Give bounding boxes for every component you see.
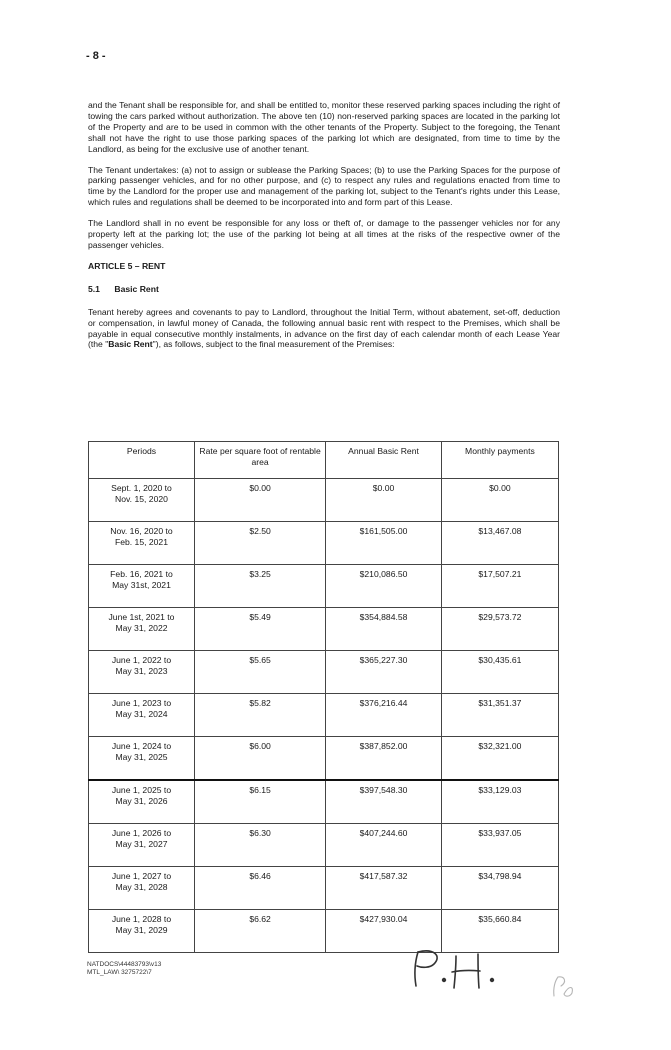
table-row [89,824,559,867]
table-row [89,780,559,824]
annual-cell: $354,884.58 [326,608,442,651]
rate-cell: $6.00 [194,737,325,781]
rate-cell: $6.30 [194,824,325,867]
table-row [89,608,559,651]
annual-cell: $427,930.04 [326,910,442,953]
table-row [89,867,559,910]
rate-cell: $2.50 [194,522,325,565]
table-header-row [89,442,559,479]
handwritten-initials [408,946,518,997]
annual-cell: $376,216.44 [326,694,442,737]
monthly-cell: $13,467.08 [441,522,558,565]
table-row [89,522,559,565]
rate-cell: $3.25 [194,565,325,608]
document-footer [87,961,161,977]
rate-cell: $6.62 [194,910,325,953]
period-cell: Sept. 1, 2020 to Nov. 15, 2020 [89,479,195,522]
page-number: - 8 - [86,50,106,62]
basic-rent-table [88,441,559,953]
table-row [89,651,559,694]
defined-term-basic-rent: Basic Rent [108,339,153,350]
article-heading: ARTICLE 5 – RENT [88,260,166,271]
monthly-cell: $30,435.61 [441,651,558,694]
rate-cell: $6.46 [194,867,325,910]
period-cell: Nov. 16, 2020 to Feb. 15, 2021 [89,522,195,565]
rate-cell: $5.49 [194,608,325,651]
header-annual: Annual Basic Rent [326,442,442,479]
header-rate: Rate per square foot of rentable area [194,442,325,479]
monthly-cell: $34,798.94 [441,867,558,910]
parking-paragraph-1: and the Tenant shall be responsible for, and shall be entitled to, monitor these reserved parking spaces including the right of towing the cars parked without authorization. The above ten (10) non-reserved parking spaces are located in the parking lot of the Property and are to be used in common with the other tenants of the Property. Subject to the foregoing, the Tenant shall not have the right to use those parking spaces of the parking lot which are designated, from time to time by the Landlord, as being for the exclusive use of another tenant. [88,100,560,154]
parking-paragraph-2: The Tenant undertakes: (a) not to assign or sublease the Parking Spaces; (b) to use the Parking Spaces for the purpose of parking passenger vehicles, and for no other purpose, and (c) to respect any rules and regulations enacted from time to time by the Landlord for the proper use and management of the parking lot, subject to the Tenant's rights under this Lease, which rules and regulations shall be deemed to be incorporated into and form part of this Lease. [88,164,560,208]
faint-initials-icon [548,972,578,1002]
period-cell: June 1, 2022 to May 31, 2023 [89,651,195,694]
rate-cell: $0.00 [194,479,325,522]
table-row [89,737,559,781]
rent-text-before: Tenant hereby agrees and covenants to pay to Landlord, throughout the Initial Term, without abatement, set-off, deduction or compensation, in lawful money of Canada, the following annual basic rent with respect to the Premises, which shall be payable in equal consecutive monthly instalments, in advance on the first day of each calendar month of each Lease Year (the " [88,306,560,350]
monthly-cell: $29,573.72 [441,608,558,651]
annual-cell: $0.00 [326,479,442,522]
annual-cell: $161,505.00 [326,522,442,565]
table-row [89,694,559,737]
basic-rent-paragraph [88,307,560,351]
initials-stamp [548,972,578,1007]
rate-cell: $5.82 [194,694,325,737]
rate-cell: $6.15 [194,780,325,824]
table-row [89,565,559,608]
footer-doc-id: NATDOCS\44483793\v13 [87,961,162,968]
footer-law-id: MTL_LAW\ 3275722\7 [87,969,152,976]
annual-cell: $365,227.30 [326,651,442,694]
monthly-cell: $17,507.21 [441,565,558,608]
table-row [89,479,559,522]
annual-cell: $417,587.32 [326,867,442,910]
header-periods: Periods [89,442,195,479]
monthly-cell: $0.00 [441,479,558,522]
monthly-cell: $33,129.03 [441,780,558,824]
header-monthly: Monthly payments [441,442,558,479]
section-heading [88,284,560,295]
rate-cell: $5.65 [194,651,325,694]
section-number: 5.1 [88,283,100,294]
period-cell: Feb. 16, 2021 to May 31st, 2021 [89,565,195,608]
monthly-cell: $33,937.05 [441,824,558,867]
annual-cell: $387,852.00 [326,737,442,781]
section-title: Basic Rent [114,283,159,294]
monthly-cell: $32,321.00 [441,737,558,781]
monthly-cell: $35,660.84 [441,910,558,953]
period-cell: June 1, 2026 to May 31, 2027 [89,824,195,867]
annual-cell: $210,086.50 [326,565,442,608]
period-cell: June 1, 2028 to May 31, 2029 [89,910,195,953]
period-cell: June 1, 2023 to May 31, 2024 [89,694,195,737]
parking-paragraph-3: The Landlord shall in no event be responsible for any loss or theft of, or damage to the passenger vehicles nor for any property left at the parking lot; the use of the parking lot being at all times at the risks of the respective owner of the passenger vehicles. [88,218,560,250]
initials-signature-icon [408,946,518,992]
annual-cell: $407,244.60 [326,824,442,867]
annual-cell: $397,548.30 [326,780,442,824]
rent-text-after: "), as follows, subject to the final measurement of the Premises: [152,339,395,350]
period-cell: June 1st, 2021 to May 31, 2022 [89,608,195,651]
period-cell: June 1, 2027 to May 31, 2028 [89,867,195,910]
monthly-cell: $31,351.37 [441,694,558,737]
period-cell: June 1, 2024 to May 31, 2025 [89,737,195,781]
document-body [88,100,560,360]
period-cell: June 1, 2025 to May 31, 2026 [89,780,195,824]
